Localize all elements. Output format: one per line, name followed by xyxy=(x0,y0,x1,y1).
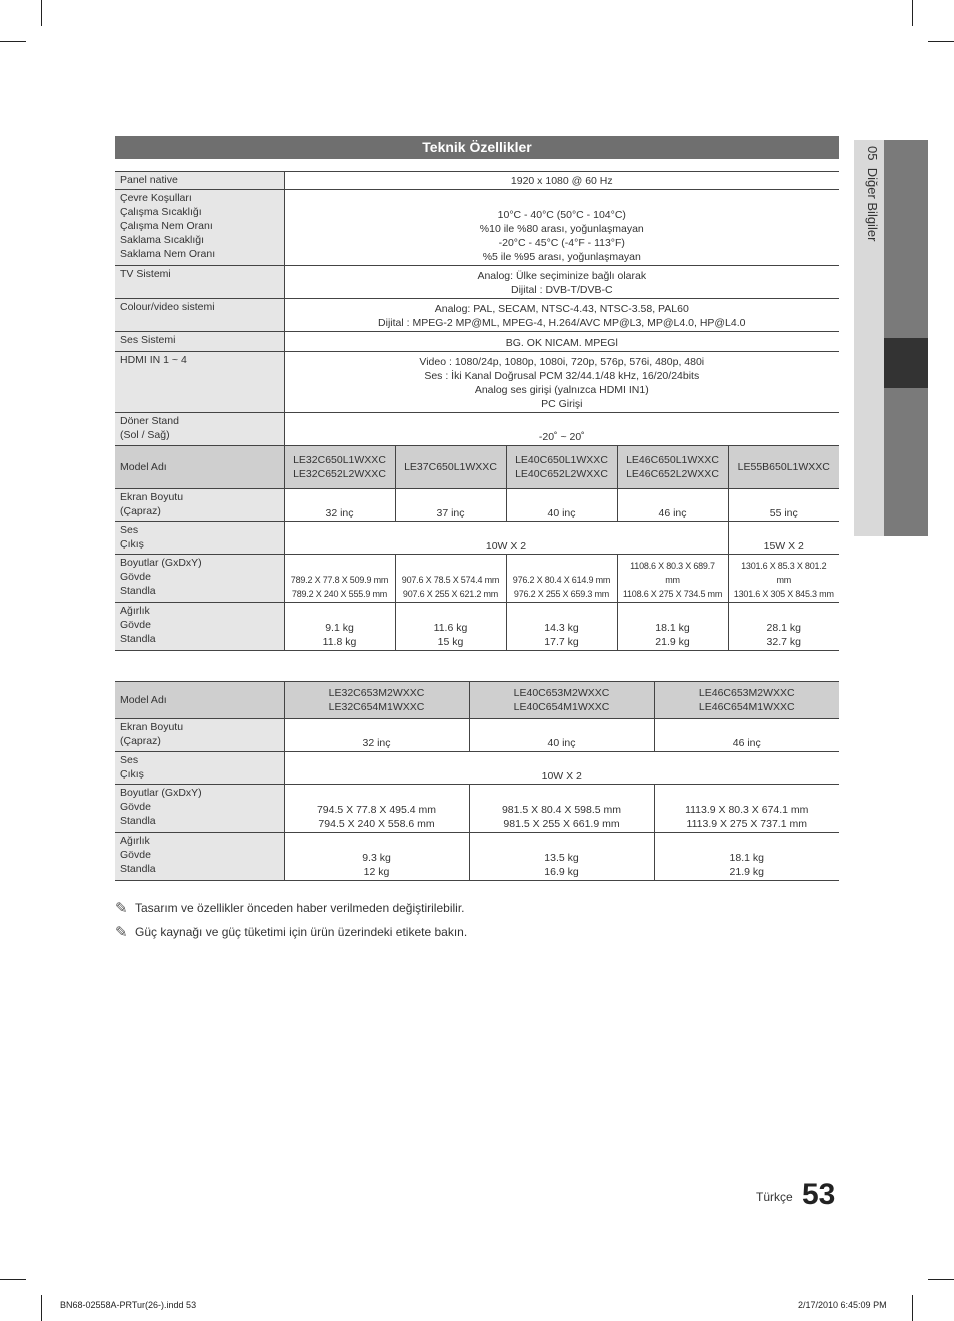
weight-label xyxy=(115,833,284,881)
dims-value-line: 789.2 X 240 X 555.9 mm xyxy=(291,589,388,599)
weight-value-line: 18.1 kg xyxy=(655,622,690,634)
spec-value-line: %10 ile %80 arası, yoğunlaşmayan xyxy=(479,223,644,235)
spec-value-line: 10°C - 40°C (50°C - 104°C) xyxy=(497,209,626,221)
weight-value xyxy=(506,603,617,651)
crop-mark xyxy=(41,0,42,26)
model-label-line: Model Adı xyxy=(120,461,167,473)
print-date-info: 2/17/2010 6:45:09 PM xyxy=(798,1300,887,1310)
spec-value-line: Video : 1080/24p, 1080p, 1080i, 720p, 576p, 576i, 480p, 480i xyxy=(419,356,705,368)
weight-value xyxy=(654,833,839,881)
dims-value xyxy=(617,555,728,603)
weight-value-line: 16.9 kg xyxy=(544,866,579,878)
model-name-line: LE55B650L1WXXC xyxy=(737,461,830,473)
weight-label-line: Ağırlık xyxy=(120,605,150,617)
crop-mark xyxy=(41,1295,42,1321)
spec-value xyxy=(284,172,839,190)
crop-mark xyxy=(0,1279,26,1280)
spec-table-2-body xyxy=(115,682,839,881)
note-text: Güç kaynağı ve güç tüketimi için ürün üzerindeki etikete bakın. xyxy=(135,925,468,939)
weight-value-line: 14.3 kg xyxy=(544,622,579,634)
model-name-line: LE40C653M2WXXC xyxy=(513,687,610,699)
dims-value-line: 1108.6 X 80.3 X 689.7 mm xyxy=(630,561,715,585)
model-label xyxy=(115,682,284,719)
dims-value xyxy=(469,785,654,833)
spec-table-2 xyxy=(115,681,839,881)
screen-size xyxy=(617,489,728,522)
spec-value-line: Analog: PAL, SECAM, NTSC-4.43, NTSC-3.58, PAL60 xyxy=(434,303,689,315)
spec-value xyxy=(284,352,839,413)
weight-value-line: 28.1 kg xyxy=(766,622,801,634)
dims-row xyxy=(115,785,839,833)
screen-size-line: 40 inç xyxy=(547,737,576,749)
chapter-name: Diğer Bilgiler xyxy=(865,167,880,242)
sound-row xyxy=(115,522,839,555)
screen-size xyxy=(728,489,839,522)
model-label xyxy=(115,446,284,489)
spec-label-line: Döner Stand xyxy=(120,415,179,427)
weight-value-line: 21.9 kg xyxy=(729,866,764,878)
dims-value-line: 981.5 X 80.4 X 598.5 mm xyxy=(501,804,622,816)
model-name-line: LE40C654M1WXXC xyxy=(513,701,610,713)
weight-value xyxy=(728,603,839,651)
dims-value-line: 789.2 X 77.8 X 509.9 mm xyxy=(290,575,389,585)
pencil-note-icon: ✎ xyxy=(115,924,128,941)
spec-value-line: Dijital : DVB-T/DVB-C xyxy=(511,284,613,296)
spec-label-line: Ses Sistemi xyxy=(120,334,176,346)
spec-row xyxy=(115,299,839,332)
dims-value xyxy=(506,555,617,603)
spec-label xyxy=(115,266,284,299)
spec-value xyxy=(284,299,839,332)
sound-output-line: 10W X 2 xyxy=(541,770,582,782)
page-title: Teknik Özellikler xyxy=(115,136,839,159)
dims-row xyxy=(115,555,839,603)
crop-mark xyxy=(928,41,954,42)
sound-output-line: 15W X 2 xyxy=(763,540,804,552)
spec-table-1 xyxy=(115,171,839,651)
spec-label-line: Çevre Koşulları xyxy=(120,192,192,204)
sound-label xyxy=(115,752,284,785)
weight-row xyxy=(115,833,839,881)
spec-label xyxy=(115,352,284,413)
chapter-tab-block xyxy=(884,140,928,338)
page-number: 53 xyxy=(802,1178,836,1211)
weight-label-line: Standla xyxy=(120,633,156,645)
sound-output xyxy=(284,522,728,555)
screen-label-line: (Çapraz) xyxy=(120,735,161,747)
weight-value-line: 17.7 kg xyxy=(544,636,579,648)
weight-value xyxy=(284,603,395,651)
spec-label-line: Çalışma Sıcaklığı xyxy=(120,206,202,218)
model-name-line: LE40C652L2WXXC xyxy=(515,468,608,480)
dims-label xyxy=(115,555,284,603)
dims-value-line: 1113.9 X 80.3 X 674.1 mm xyxy=(685,804,809,816)
screen-size xyxy=(506,489,617,522)
spec-label xyxy=(115,413,284,446)
sound-output xyxy=(728,522,839,555)
sound-label-line: Ses xyxy=(120,754,139,766)
spec-value-line: PC Girişi xyxy=(541,398,583,410)
spec-row xyxy=(115,413,839,446)
crop-mark xyxy=(912,0,913,26)
spec-value-line: Ses : İki Kanal Doğrusal PCM 32/44.1/48 kHz, 16/20/24bits xyxy=(424,370,700,382)
pencil-note-icon: ✎ xyxy=(115,900,128,917)
spec-value-line: -20˚ ~ 20˚ xyxy=(538,431,585,443)
chapter-label xyxy=(858,146,880,286)
model-name-line: LE46C654M1WXXC xyxy=(698,701,795,713)
spec-value-line: -20°C - 45°C (-4°F - 113°F) xyxy=(498,237,625,249)
model-row xyxy=(115,446,839,489)
dims-value xyxy=(654,785,839,833)
screen-size xyxy=(469,719,654,752)
dims-value-line: 1301.6 X 85.3 X 801.2 mm xyxy=(741,561,827,585)
spec-label xyxy=(115,299,284,332)
weight-value-line: 15 kg xyxy=(437,636,464,648)
spec-row xyxy=(115,190,839,266)
note-item xyxy=(115,920,467,944)
dims-value xyxy=(284,555,395,603)
dims-label-line: Boyutlar (GxDxY) xyxy=(120,557,202,569)
spec-label-line: Panel native xyxy=(120,174,178,186)
model-name-line: LE32C650L1WXXC xyxy=(293,454,386,466)
weight-value-line: 18.1 kg xyxy=(729,852,764,864)
print-file-info: BN68-02558A-PRTur(26-).indd 53 xyxy=(60,1300,197,1310)
screen-label-line: (Çapraz) xyxy=(120,505,161,517)
weight-value-line: 11.8 kg xyxy=(322,636,357,648)
crop-mark xyxy=(912,1295,913,1321)
weight-value-line: 9.3 kg xyxy=(362,852,391,864)
sound-row xyxy=(115,752,839,785)
dims-value-line: 976.2 X 255 X 659.3 mm xyxy=(513,589,610,599)
weight-value xyxy=(284,833,469,881)
dims-value xyxy=(395,555,506,603)
spec-value xyxy=(284,190,839,266)
sound-output-line: 10W X 2 xyxy=(485,540,527,552)
screen-size xyxy=(654,719,839,752)
model-label-line: Model Adı xyxy=(120,694,167,706)
model-name xyxy=(728,446,839,489)
spec-label-line: TV Sistemi xyxy=(120,268,171,280)
dims-value xyxy=(728,555,839,603)
spec-label xyxy=(115,172,284,190)
spec-label-line: Colour/video sistemi xyxy=(120,301,215,313)
spec-value-line: Analog: Ülke seçiminize bağlı olarak xyxy=(477,270,647,282)
spec-value xyxy=(284,413,839,446)
dims-value-line: 907.6 X 78.5 X 574.4 mm xyxy=(401,575,500,585)
dims-value-line: 976.2 X 80.4 X 614.9 mm xyxy=(512,575,611,585)
dims-label-line: Gövde xyxy=(120,801,151,813)
screen-size xyxy=(284,489,395,522)
screen-label-line: Ekran Boyutu xyxy=(120,491,184,503)
dims-value-line: 981.5 X 255 X 661.9 mm xyxy=(503,818,620,830)
dims-value-line: 907.6 X 255 X 621.2 mm xyxy=(402,589,499,599)
screen-size-line: 46 inç xyxy=(658,507,687,519)
model-name-line: LE46C652L2WXXC xyxy=(626,468,719,480)
spec-value-line: Dijital : MPEG-2 MP@ML, MPEG-4, H.264/AVC MP@L3, MP@L4.0, HP@L4.0 xyxy=(378,317,746,329)
weight-label xyxy=(115,603,284,651)
screen-label xyxy=(115,719,284,752)
chapter-tab-block xyxy=(884,388,928,536)
weight-value-line: 11.6 kg xyxy=(433,622,468,634)
model-name xyxy=(506,446,617,489)
model-name xyxy=(617,446,728,489)
model-name-line: LE37C650L1WXXC xyxy=(404,461,497,473)
dims-label xyxy=(115,785,284,833)
model-name xyxy=(654,682,839,719)
model-name xyxy=(469,682,654,719)
screen-size xyxy=(395,489,506,522)
weight-value xyxy=(469,833,654,881)
model-name xyxy=(284,446,395,489)
spec-label-line: HDMI IN 1 ~ 4 xyxy=(120,354,187,366)
sound-label xyxy=(115,522,284,555)
screen-row xyxy=(115,719,839,752)
spec-value xyxy=(284,332,839,352)
weight-value-line: 13.5 kg xyxy=(544,852,579,864)
dims-value-line: 794.5 X 77.8 X 495.4 mm xyxy=(316,804,437,816)
weight-label-line: Gövde xyxy=(120,619,151,631)
sound-label-line: Çıkış xyxy=(120,538,144,550)
spec-row xyxy=(115,172,839,190)
note-text: Tasarım ve özellikler önceden haber verilmeden değiştirilebilir. xyxy=(135,901,465,915)
model-name-line: LE46C650L1WXXC xyxy=(626,454,719,466)
notes xyxy=(115,896,467,944)
spec-value-line: %5 ile %95 arası, yoğunlaşmayan xyxy=(482,251,641,263)
spec-label-line: Çalışma Nem Oranı xyxy=(120,220,213,232)
dims-value xyxy=(284,785,469,833)
spec-label xyxy=(115,332,284,352)
model-name-line: LE32C653M2WXXC xyxy=(328,687,425,699)
screen-size-line: 37 inç xyxy=(436,507,465,519)
screen-label xyxy=(115,489,284,522)
weight-value xyxy=(395,603,506,651)
screen-size-line: 32 inç xyxy=(325,507,354,519)
spec-row xyxy=(115,266,839,299)
screen-row xyxy=(115,489,839,522)
model-name xyxy=(395,446,506,489)
weight-value xyxy=(617,603,728,651)
model-name-line: LE46C653M2WXXC xyxy=(698,687,795,699)
crop-mark xyxy=(928,1279,954,1280)
spec-value-line: BG. OK NICAM. MPEGl xyxy=(505,337,618,349)
weight-value-line: 21.9 kg xyxy=(655,636,690,648)
spec-row xyxy=(115,332,839,352)
dims-value-line: 1301.6 X 305 X 845.3 mm xyxy=(733,589,834,599)
weight-value-line: 32.7 kg xyxy=(766,636,801,648)
spec-row xyxy=(115,352,839,413)
weight-value-line: 12 kg xyxy=(363,866,390,878)
dims-label-line: Standla xyxy=(120,585,156,597)
weight-value-line: 9.1 kg xyxy=(325,622,354,634)
spec-label xyxy=(115,190,284,266)
chapter-tab-active xyxy=(884,338,928,388)
sound-label-line: Çıkış xyxy=(120,768,144,780)
sound-label-line: Ses xyxy=(120,524,139,536)
dims-value-line: 1108.6 X 275 X 734.5 mm xyxy=(622,589,723,599)
screen-size-line: 40 inç xyxy=(547,507,576,519)
screen-size-line: 55 inç xyxy=(769,507,798,519)
spec-label-line: Saklama Nem Oranı xyxy=(120,248,216,260)
sound-output xyxy=(284,752,839,785)
spec-label-line: Saklama Sıcaklığı xyxy=(120,234,205,246)
screen-size xyxy=(284,719,469,752)
model-name-line: LE32C654M1WXXC xyxy=(328,701,425,713)
footer-language: Türkçe xyxy=(756,1190,793,1204)
note-item xyxy=(115,896,467,920)
model-name-line: LE32C652L2WXXC xyxy=(293,468,386,480)
dims-label-line: Standla xyxy=(120,815,156,827)
model-row xyxy=(115,682,839,719)
spec-table-1-body xyxy=(115,172,839,651)
weight-label-line: Gövde xyxy=(120,849,151,861)
dims-value-line: 1113.9 X 275 X 737.1 mm xyxy=(686,818,807,830)
dims-label-line: Boyutlar (GxDxY) xyxy=(120,787,202,799)
chapter-number: 05 xyxy=(865,146,880,161)
crop-mark xyxy=(0,41,26,42)
screen-label-line: Ekran Boyutu xyxy=(120,721,184,733)
spec-value-line: Analog ses girişi (yalnızca HDMI IN1) xyxy=(474,384,649,396)
weight-row xyxy=(115,603,839,651)
dims-value-line: 794.5 X 240 X 558.6 mm xyxy=(318,818,435,830)
model-name xyxy=(284,682,469,719)
spec-value xyxy=(284,266,839,299)
spec-value-line: 1920 x 1080 @ 60 Hz xyxy=(510,175,613,187)
screen-size-line: 46 inç xyxy=(732,737,761,749)
spec-label-line: (Sol / Sağ) xyxy=(120,429,170,441)
dims-label-line: Gövde xyxy=(120,571,151,583)
model-name-line: LE40C650L1WXXC xyxy=(515,454,608,466)
weight-label-line: Standla xyxy=(120,863,156,875)
screen-size-line: 32 inç xyxy=(362,737,391,749)
weight-label-line: Ağırlık xyxy=(120,835,150,847)
